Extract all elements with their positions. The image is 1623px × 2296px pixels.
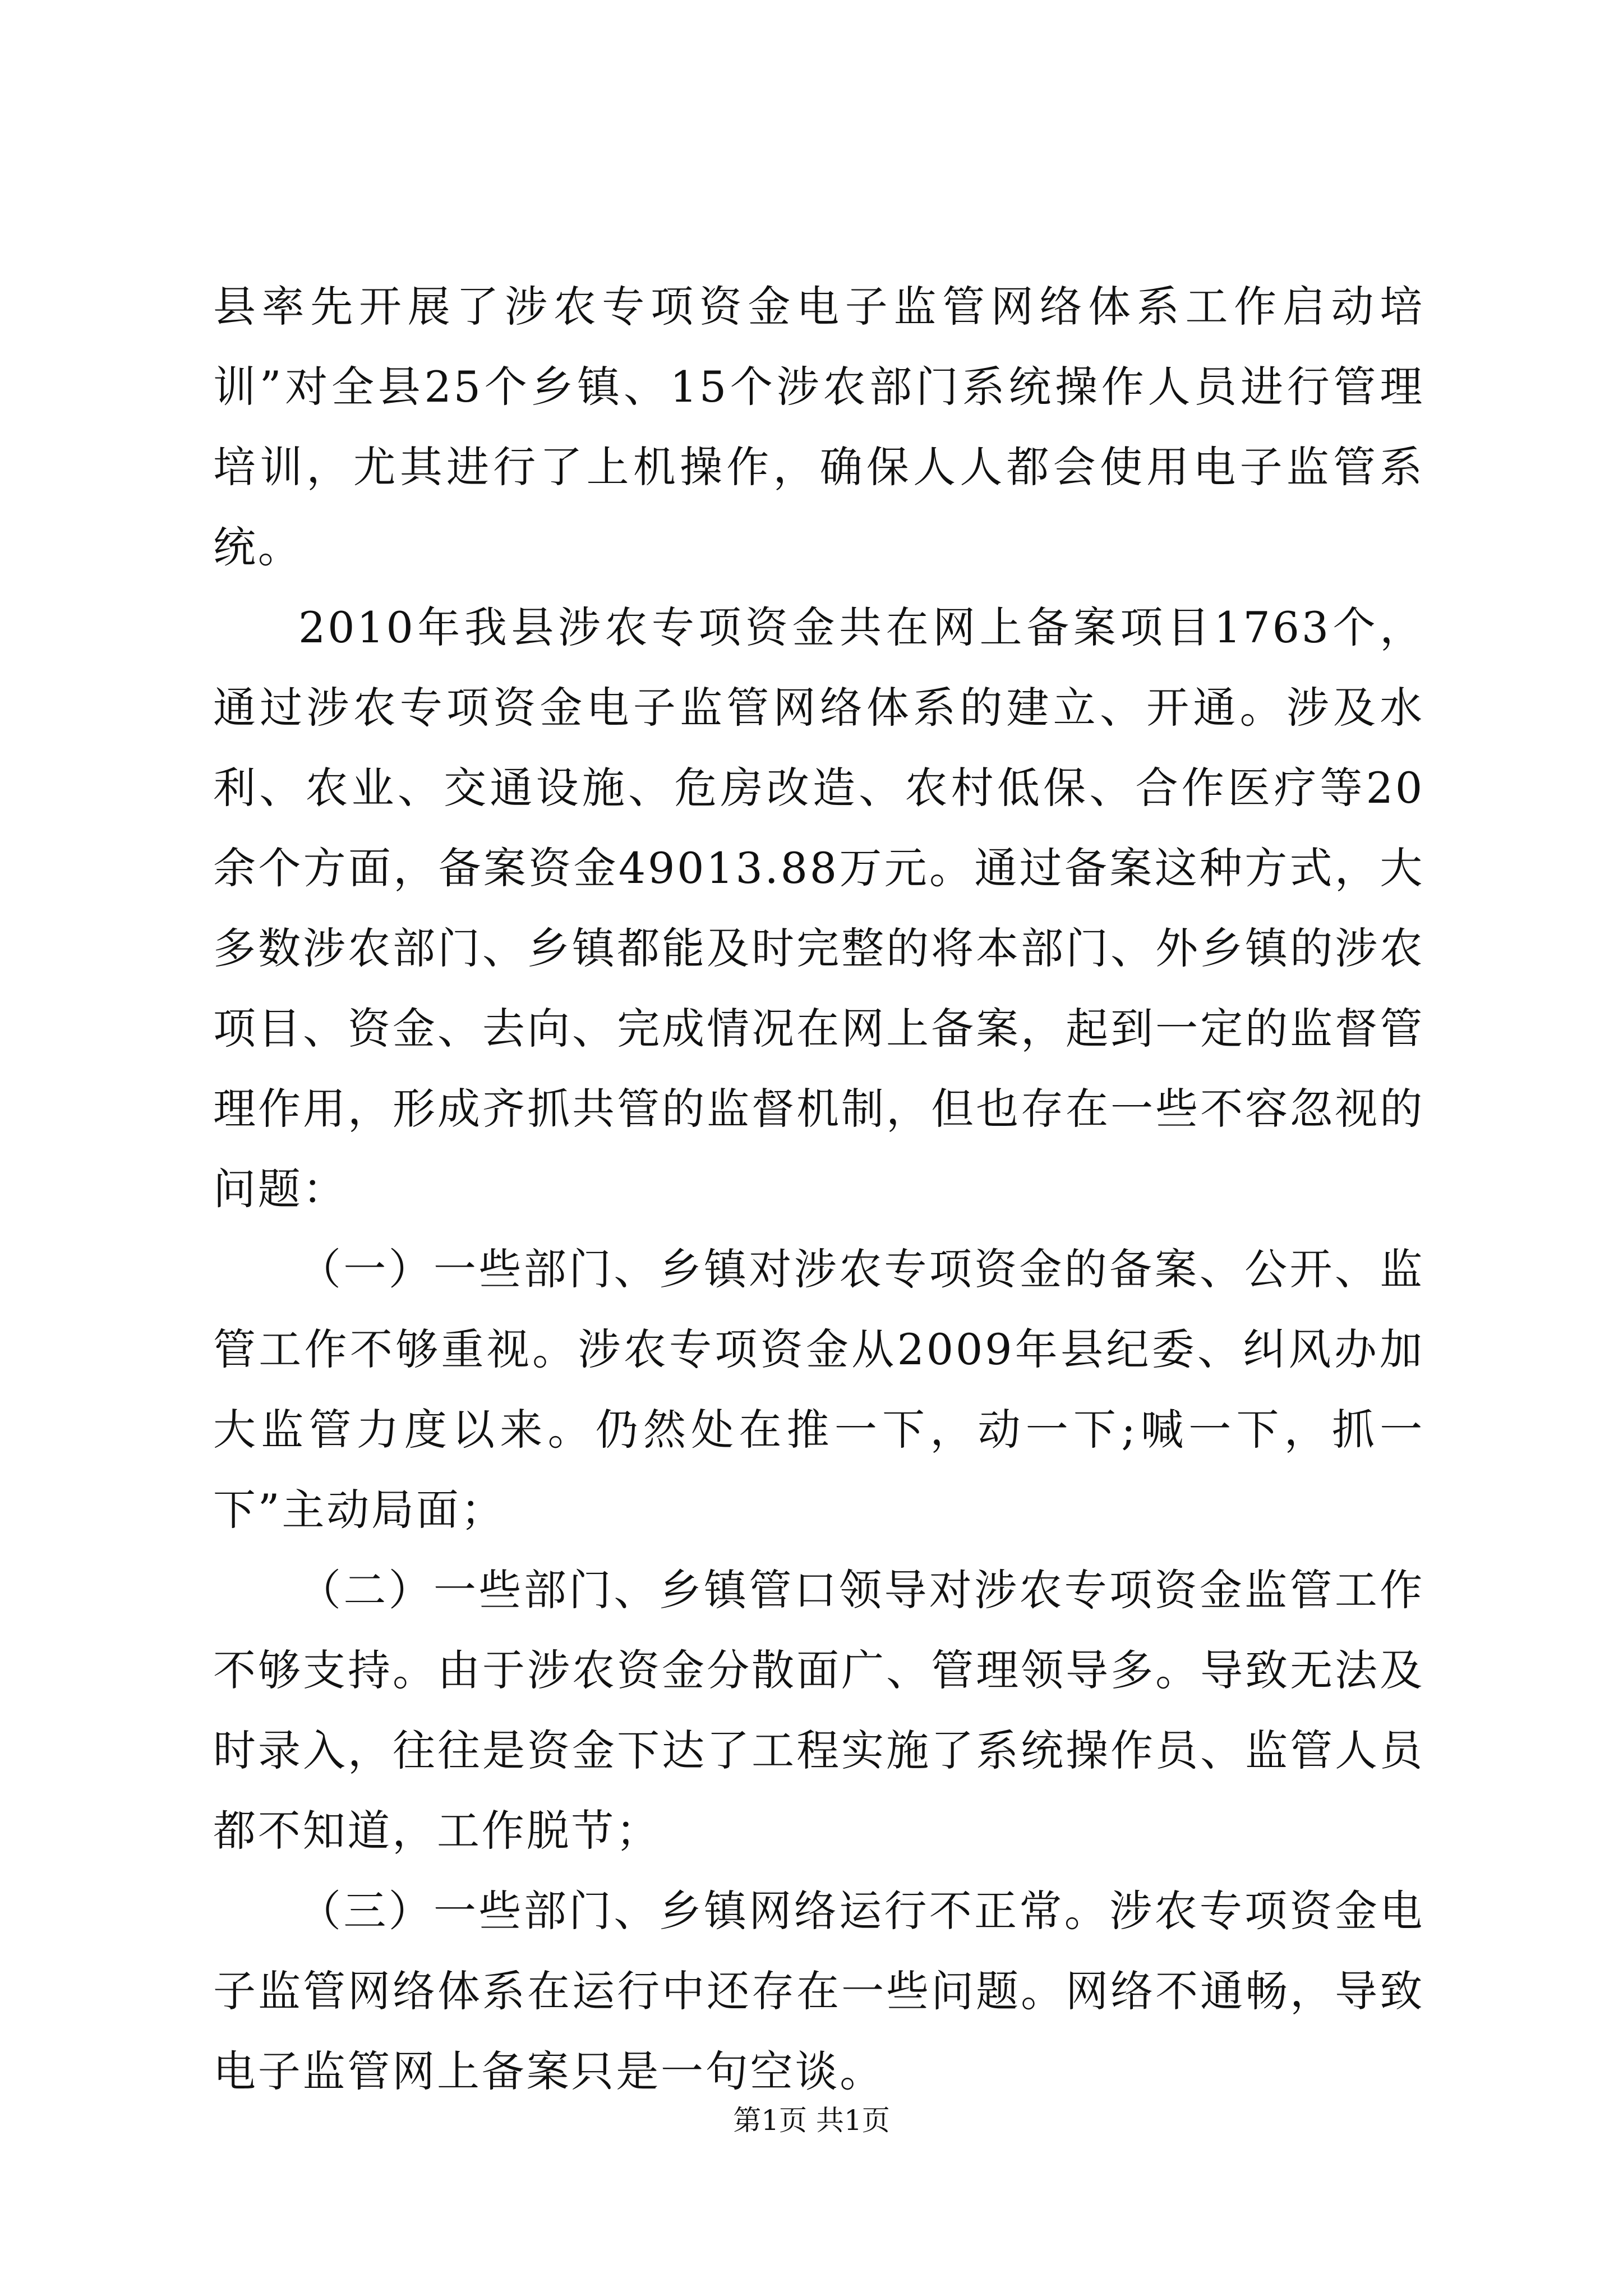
page-footer: 第1页 共1页 bbox=[733, 2104, 890, 2137]
document-body bbox=[213, 266, 1424, 2111]
paragraph-issue-2: （二）一些部门、乡镇管口领导对涉农专项资金监管工作不够支持。由于涉农资金分散面广、管理领导多。导致无法及时录入，往往是资金下达了工程实施了系统操作员、监管人员都不知道，工作脱节； bbox=[213, 1565, 1424, 1856]
paragraph-2010-records: 2010年我县涉农专项资金共在网上备案项目1763个，通过涉农专项资金电子监管网络体系的建立、开通。涉及水利、农业、交通设施、危房改造、农村低保、合作医疗等20余个方面，备案资金49013.88万元。通过备案这种方式，大多数涉农部门、乡镇都能及时完整的将本部门、外乡镇的涉农项目、资金、去向、完成情况在网上备案，起到一定的监督管理作用，形成齐抓共管的监督机制，但也存在一些不容忽视的问题： bbox=[213, 602, 1424, 1214]
paragraph-issue-3: （三）一些部门、乡镇网络运行不正常。涉农专项资金电子监管网络体系在运行中还存在一些问题。网络不通畅，导致电子监管网上备案只是一句空谈。 bbox=[213, 1886, 1424, 2096]
paragraph-issue-1: （一）一些部门、乡镇对涉农专项资金的备案、公开、监管工作不够重视。涉农专项资金从2009年县纪委、纠风办加大监管力度以来。仍然处在推一下，动一下;喊一下，抓一下”主动局面； bbox=[213, 1244, 1424, 1535]
paragraph-training: 县率先开展了涉农专项资金电子监管网络体系工作启动培训”对全县25个乡镇、15个涉农部门系统操作人员进行管理培训，尤其进行了上机操作，确保人人都会使用电子监管系统。 bbox=[213, 282, 1424, 572]
